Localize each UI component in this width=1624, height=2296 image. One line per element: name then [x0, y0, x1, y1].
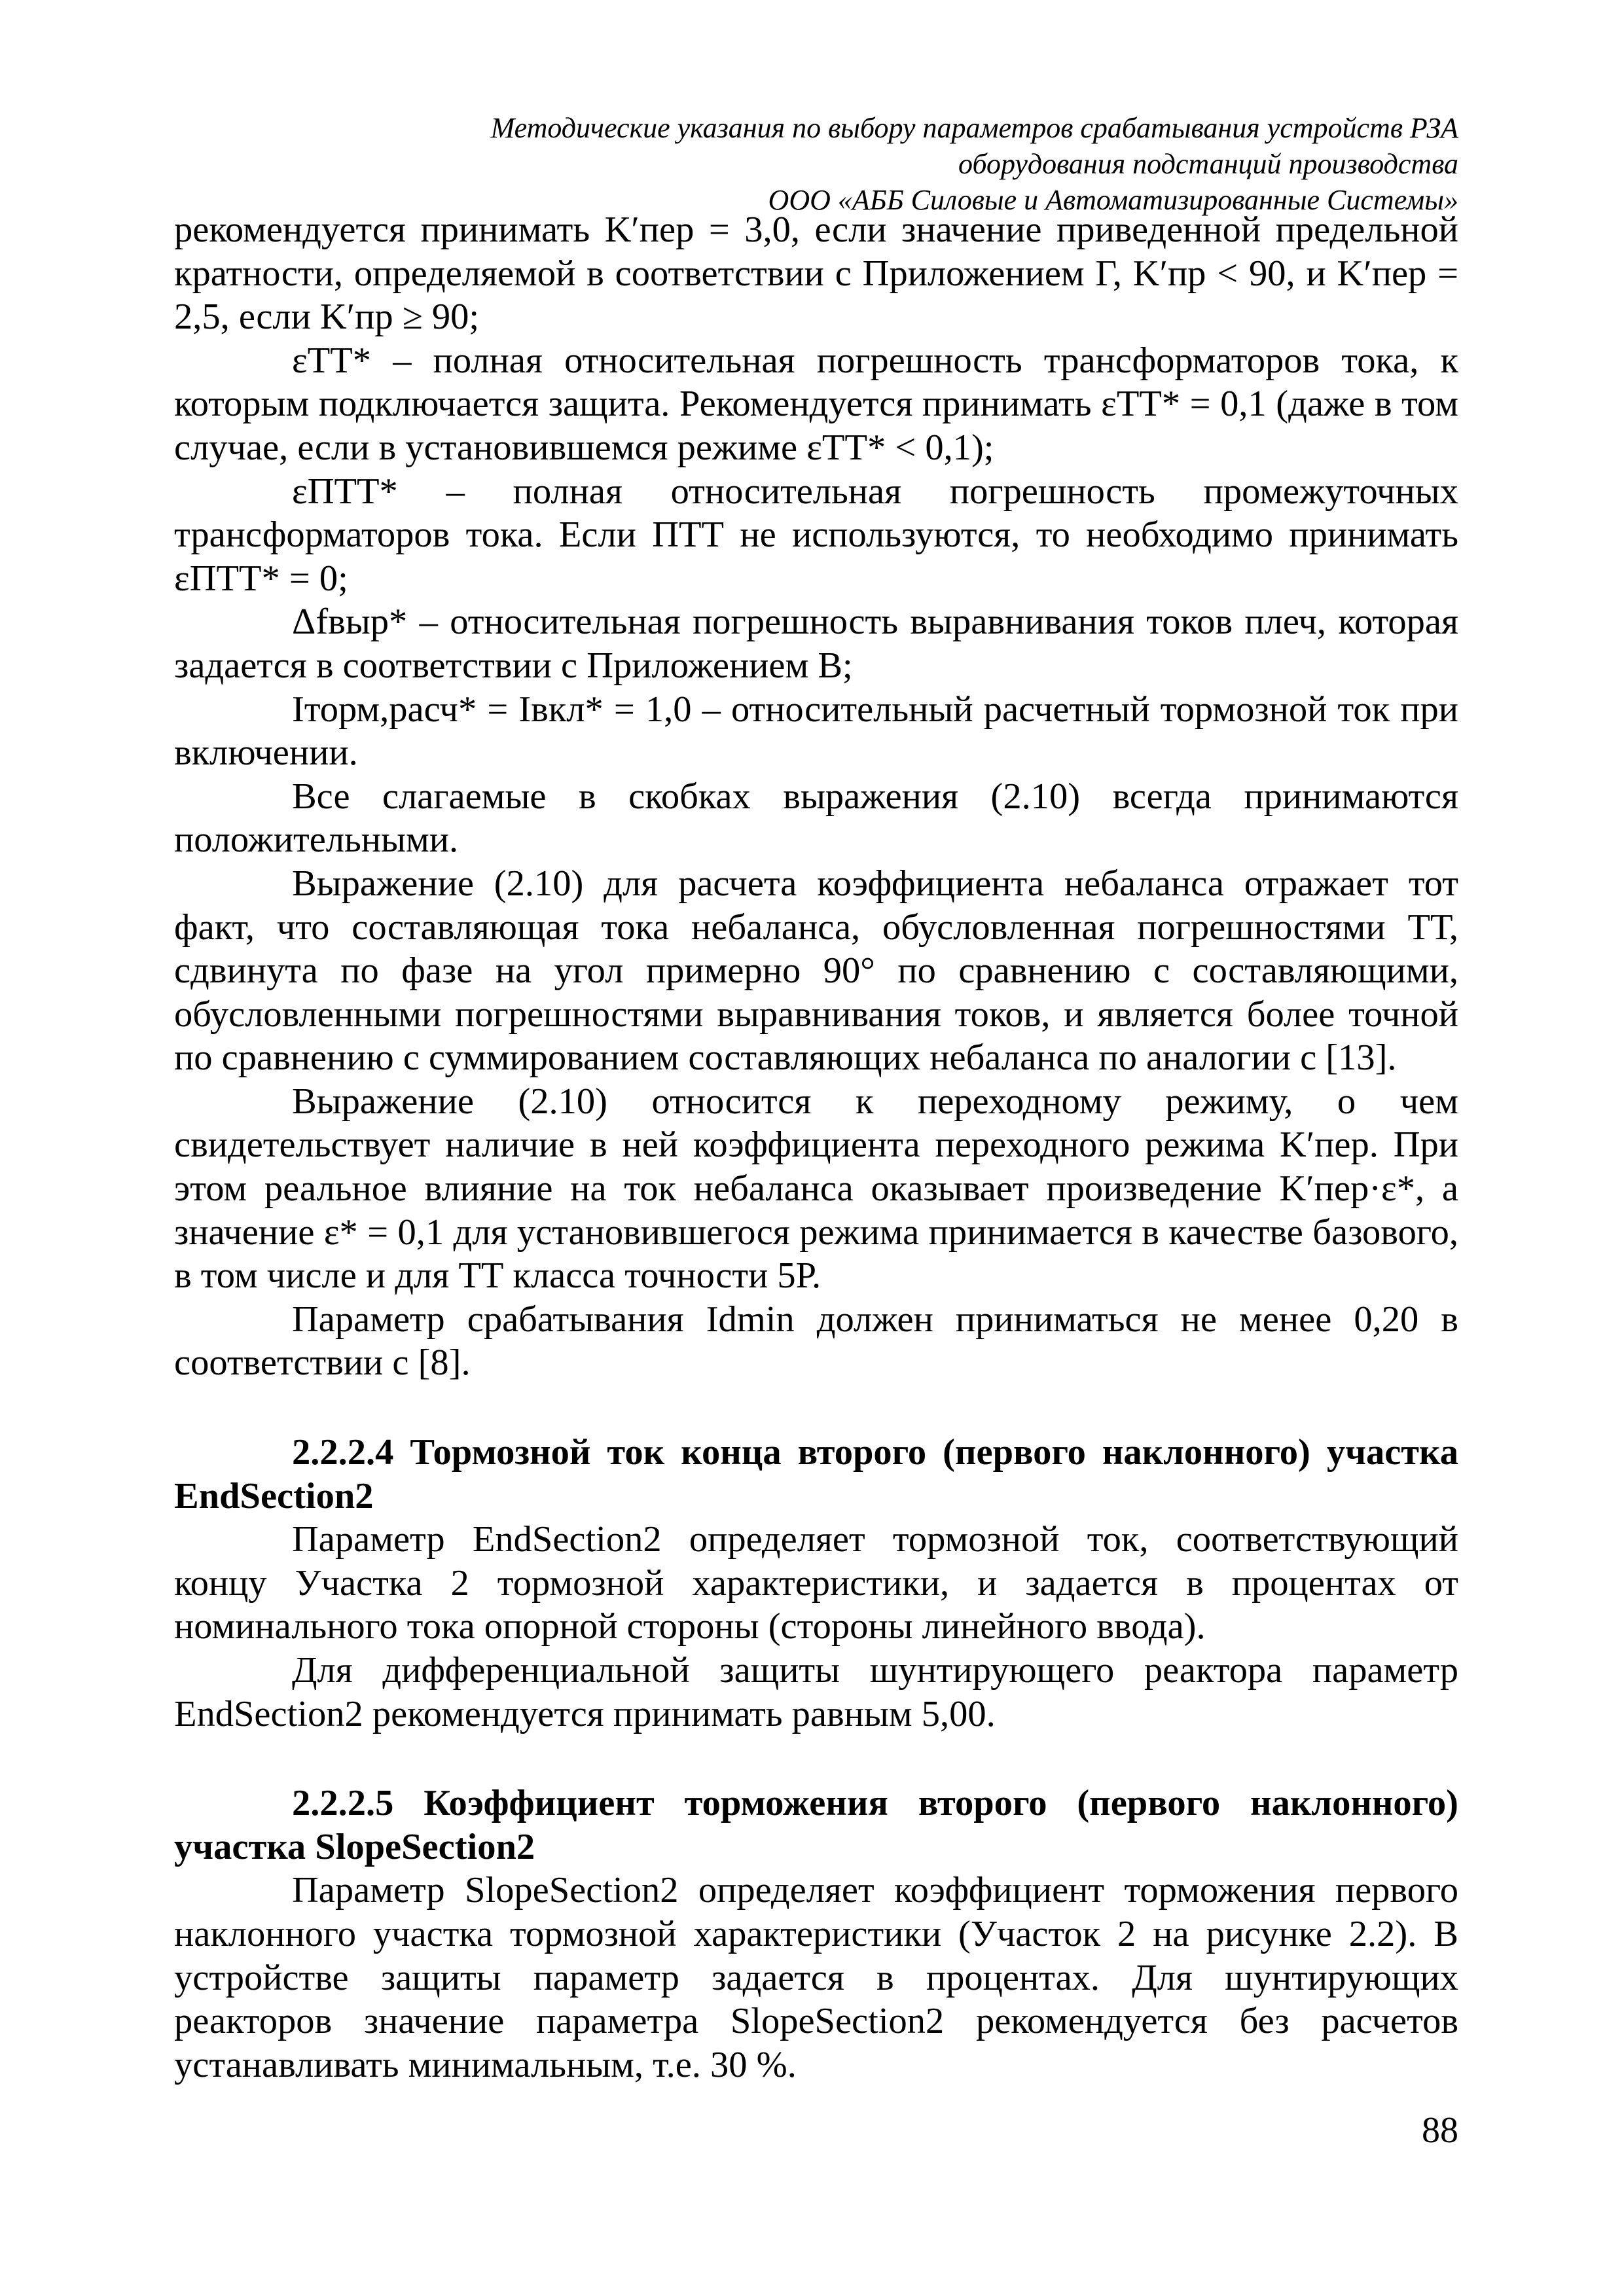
header-line-1: Методические указания по выбору параметров срабатывания устройств РЗА [490, 112, 1458, 144]
paragraph-eps-tt: εТТ* – полная относительная погрешность трансформаторов тока, к которым подключается защита. Рекомендуется принимать εТТ* = 0,1 (даже в том случае, если в установившемся режиме εТТ* < 0,1); [174, 340, 1458, 468]
paragraph-delta-f: Δfвыр* – относительная погрешность выравнивания токов плеч, которая задается в соответствии с Приложением В; [174, 601, 1458, 686]
paragraph-expression-meaning: Выражение (2.10) для расчета коэффициента небаланса отражает тот факт, что составляющая тока небаланса, обусловленная погрешностями ТТ, сдвинута по фазе на угол примерно 90° по сравнению с составляющими, обусловленными погрешностями выравнивания токов, и является более точной по сравнению с суммированием составляющих небаланса по аналогии с [13]. [174, 863, 1458, 1079]
section-heading-2225: 2.2.2.5 Коэффициент торможения второго (первого наклонного) участка SlopeSection2 [174, 1783, 1458, 1867]
paragraph-i-torm: Iторм,расч* = Iвкл* = 1,0 – относительный расчетный тормозной ток при включении. [174, 689, 1458, 774]
paragraph-positive-terms: Все слагаемые в скобках выражения (2.10) всегда принимаются положительными. [174, 776, 1458, 861]
header-line-3: ООО «АББ Силовые и Автоматизированные Системы» [768, 184, 1458, 216]
header-line-2: оборудования подстанций производства [958, 148, 1458, 180]
paragraph-k-per: рекомендуется принимать K′пер = 3,0, если значение приведенной предельной кратности, определяемой в соответствии с Приложением Г, K′пр < 90, и K′пер = 2,5, если K′пр ≥ 90; [174, 209, 1458, 338]
paragraph-transient-mode: Выражение (2.10) относится к переходному режиму, о чем свидетельствует наличие в ней коэффициента переходного режима K′пер. При этом реальное влияние на ток небаланса оказывает произведение K′пер·ε*, а значение ε* = 0,1 для установившегося режима принимается в качестве базового, в том числе и для ТТ класса точности 5Р. [174, 1081, 1458, 1297]
paragraph-eps-ptt: εПТТ* – полная относительная погрешность промежуточных трансформаторов тока. Если ПТТ не используются, то необходимо принимать εПТТ* = 0; [174, 471, 1458, 599]
page-number: 88 [1422, 2110, 1458, 2151]
paragraph-slopesection2: Параметр SlopeSection2 определяет коэффициент торможения первого наклонного участка тормозной характеристики (Участок 2 на рисунке 2.2). В устройстве защиты параметр задается в процентах. Для шунтирующих реакторов значение параметра SlopeSection2 рекомендуется без расчетов устанавливать минимальным, т.е. 30 %. [174, 1870, 1458, 2085]
section-heading-2224: 2.2.2.4 Тормозной ток конца второго (первого наклонного) участка EndSection2 [174, 1432, 1458, 1516]
paragraph-idmin: Параметр срабатывания Idmin должен приниматься не менее 0,20 в соответствии с [8]. [174, 1299, 1458, 1384]
paragraph-endsection2-definition: Параметр EndSection2 определяет тормозной ток, соответствующий концу Участка 2 тормозной характеристики, и задается в процентах от номинального тока опорной стороны (стороны линейного ввода). [174, 1519, 1458, 1647]
running-header [346, 110, 1458, 218]
paragraph-endsection2-value: Для дифференциальной защиты шунтирующего реактора параметр EndSection2 рекомендуется принимать равным 5,00. [174, 1650, 1458, 1734]
body-text [174, 208, 1458, 2087]
